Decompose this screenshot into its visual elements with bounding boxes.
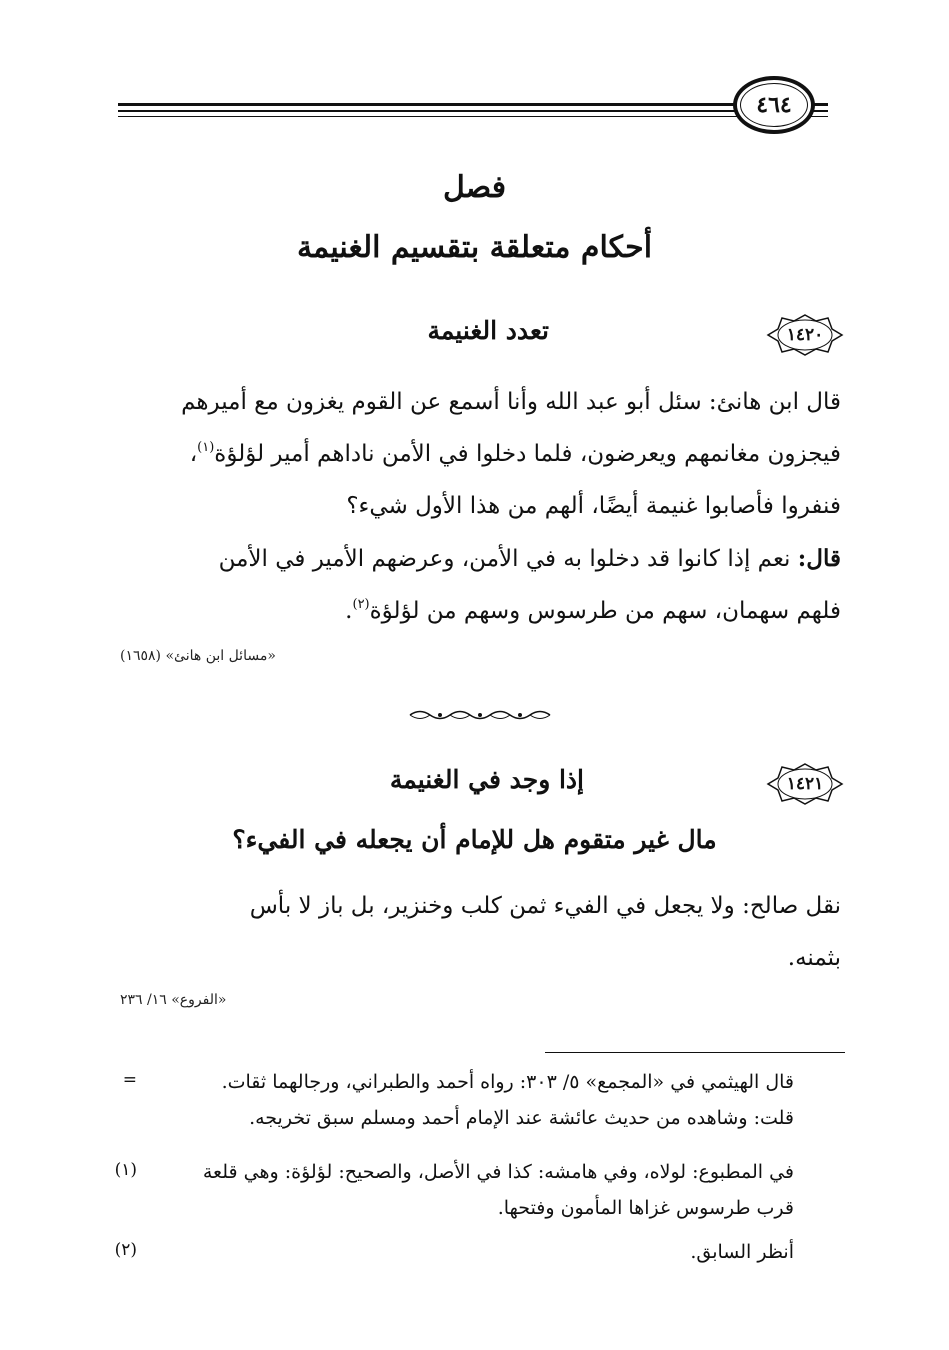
footnote-mark: (١): [114, 1160, 137, 1180]
answer-label: قال:: [797, 545, 841, 572]
text-line: نقل صالح: ولا يجعل في الفيء ثمن كلب وخنزير، بل باز لا بأس: [249, 893, 841, 919]
question-paragraph: [116, 376, 841, 532]
chapter-label: فصل: [442, 170, 507, 205]
footnote: [114, 1234, 794, 1270]
footnote-line: في المطبوع: لولاه، وفي هامشه: كذا في الأصل، والصحيح: لؤلؤة: وهي قلعة: [202, 1161, 794, 1183]
section-title: تعدد الغنيمة: [427, 316, 549, 345]
text-line: فيجزون مغانمهم ويعرضون، فلما دخلوا في الأمن ناداهم أمير لؤلؤة$^{(١)}$،: [189, 440, 841, 467]
section-subtitle: مال غير متقوم هل للإمام أن يجعله في الفيء؟: [232, 825, 717, 854]
footnote-ref: (١): [197, 440, 215, 455]
footnote-line: أنظر السابق.: [690, 1241, 794, 1263]
footnote-mark: =: [122, 1070, 137, 1090]
text-line: قال ابن هانئ: سئل أبو عبد الله وأنا أسمع عن القوم يغزون مع أميرهم: [181, 389, 841, 415]
source-citation: «مسائل ابن هانئ» (١٦٥٨): [120, 648, 276, 664]
text-line: بثمنه.: [787, 945, 841, 971]
footnote: [114, 1154, 794, 1226]
body-paragraph: [116, 880, 841, 984]
text-line: فلهم سهمان، سهم من طرسوس وسهم من لؤلؤة$^{(٢)}$.: [345, 597, 841, 624]
section-number-badge: [766, 762, 844, 806]
section-number-badge: [766, 313, 844, 357]
section-number: ١٤٢٠: [786, 325, 824, 345]
section-number: ١٤٢١: [786, 774, 824, 794]
footnote-line: قرب طرسوس غزاها المأمون وفتحها.: [497, 1197, 794, 1219]
footnote: [114, 1064, 794, 1136]
footnote-line: قال الهيثمي في «المجمع» ٥/ ٣٠٣: رواه أحمد والطبراني، ورجالهما ثقات.: [221, 1071, 794, 1093]
source-citation: «الفروع» ١٦/ ٢٣٦: [120, 992, 227, 1008]
answer-paragraph: [116, 533, 841, 637]
text-line: فنفروا فأصابوا غنيمة أيضًا، ألهم من هذا الأول شيء؟: [346, 493, 841, 519]
header-rule: [118, 103, 828, 106]
footnote-rule: [545, 1052, 845, 1053]
divider-ornament-icon: [405, 706, 555, 724]
section-title: إذا وجد في الغنيمة: [389, 765, 584, 794]
page-number: ٤٦٤: [733, 76, 815, 134]
text-line: قال: نعم إذا كانوا قد دخلوا به في الأمن، وعرضهم الأمير في الأمن: [218, 545, 841, 572]
footnote-line: قلت: وشاهده من حديث عائشة عند الإمام أحمد ومسلم سبق تخريجه.: [249, 1107, 794, 1129]
header-rule: [118, 116, 828, 117]
header-rule: [118, 110, 828, 112]
footnote-ref: (٢): [352, 597, 370, 612]
footnote-mark: (٢): [114, 1240, 137, 1260]
chapter-title: أحكام متعلقة بتقسيم الغنيمة: [296, 230, 653, 265]
